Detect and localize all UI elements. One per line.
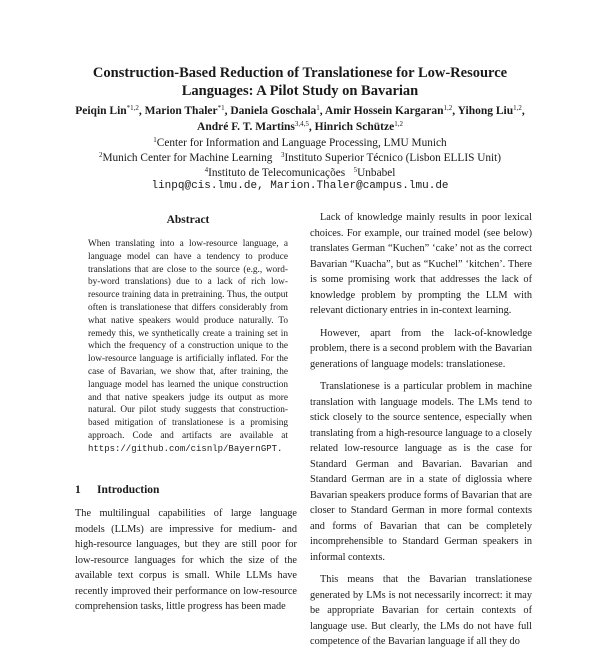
affiliation-mark: 3 bbox=[280, 151, 285, 159]
section-number: 1 bbox=[75, 484, 81, 496]
author-line-2 bbox=[30, 119, 570, 135]
body-paragraph: This means that the Bavarian translationese generated by LMs is not necessarily incorrect: it may be appropriate Bavarian for certain contexts of language use. But clearly, the LMs do not have full competence of the Bavarian language if all they do bbox=[310, 574, 532, 647]
affiliation-4: Instituto de Telecomunicações bbox=[208, 167, 346, 179]
affiliation-2: Munich Center for Machine Learning bbox=[102, 152, 273, 164]
author-name: Daniela Goschala bbox=[230, 105, 317, 117]
title-line-2: Languages: A Pilot Study on Bavarian bbox=[181, 83, 419, 99]
author-separator: , bbox=[308, 121, 315, 133]
affiliation-mark: 2 bbox=[98, 151, 103, 159]
author-affiliation-mark: 1,2 bbox=[443, 104, 453, 112]
abstract-text: When translating into a low-resource language, a language model can have a tendency to produce translations that are close to the source (e.g., word-by-word translations) due to a lack of rich low-resource training data in pretraining. Thus, the output often is translationese that differs considerably from what native speakers would produce naturally. To remedy this, we synthetically create a training set in which the frequency of a construction unique to the low-resource language is artificially inflated. For the case of Bavarian, we show that, after training, the language model has learned the unique construction and that native speakers judge its output as more natural. Our pilot study suggests that construction-based mitigation of translationese is a promising approach. Code and artifacts are available at bbox=[88, 239, 288, 441]
author-name: Marion Thaler bbox=[144, 105, 218, 117]
author-separator: , bbox=[452, 105, 458, 117]
author-name: Amir Hossein Kargaran bbox=[324, 105, 444, 117]
affiliation-mark: 4 bbox=[204, 166, 209, 174]
abstract bbox=[88, 238, 288, 456]
affiliation-3: Instituto Superior Técnico (Lisbon ELLIS Unit) bbox=[284, 152, 502, 164]
author-affiliation-mark: 1 bbox=[316, 104, 320, 112]
body-paragraph: Lack of knowledge mainly results in poor lexical choices. For example, our trained model (see below) translates German “Kuchen” ‘cake’ not as the correct Bavarian “Kuacha”, but as “Kuchel” ‘kitchen’. There is some promising work that addresses the lack of knowledge problem by prompting the LLM with relevant dictionary entries in in-context learning. bbox=[310, 212, 532, 316]
author-separator: , bbox=[521, 105, 525, 117]
affiliation-1: Center for Information and Language Processing, LMU Munich bbox=[156, 137, 447, 149]
author-affiliation-mark: *1 bbox=[217, 104, 225, 112]
code-link[interactable]: https://github.com/cisnlp/BayernGPT. bbox=[88, 443, 283, 454]
intro-paragraph: The multilingual capabilities of large language models (LLMs) are impressive for medium- and high-resource languages, but they are still poor for low-resource languages for which the size of the available text corpus is small. While LLMs have recently improved their performance on low-resource comprehension tasks, little progress has been made bbox=[75, 508, 297, 612]
author-separator: , bbox=[224, 105, 231, 117]
author-name: Hinrich Schütze bbox=[314, 121, 395, 133]
author-affiliation-mark: 1,2 bbox=[513, 104, 522, 112]
author-affiliation-mark: 3,4,5 bbox=[294, 120, 309, 128]
affiliation-mark: 1 bbox=[153, 136, 157, 144]
section-heading-introduction bbox=[75, 483, 305, 497]
author-name: André F. T. Martins bbox=[197, 121, 295, 133]
affiliations bbox=[30, 136, 570, 181]
author-affiliation-mark: 1,2 bbox=[394, 120, 403, 128]
affiliation-row bbox=[30, 136, 570, 151]
author-emails: linpq@cis.lmu.de, Marion.Thaler@campus.lmu.de bbox=[151, 180, 449, 192]
body-paragraph: Translationese is a particular problem in machine translation with language models. The LMs tend to stick closely to the source sentence, especially when translating from a high-resource language to a closely related low-resource language as is the case for Standard German and Bavarian. Bavarian and Standard German are in a state of diglossia where Bavarian speakers produce forms of Bavarian that are closer to Standard German in more formal contexts and forms of Bavarian that can be completely incomprehensible to Standard German speakers in informal contexts. bbox=[310, 381, 532, 563]
right-column bbox=[310, 210, 532, 657]
abstract-heading: Abstract bbox=[166, 214, 210, 226]
author-separator: , bbox=[319, 105, 325, 117]
section-title: Introduction bbox=[97, 484, 160, 496]
author-affiliation-mark: *1,2 bbox=[126, 104, 139, 112]
author-separator: , bbox=[138, 105, 145, 117]
author-list bbox=[30, 103, 570, 135]
author-name: Yihong Liu bbox=[457, 105, 514, 117]
paper-title bbox=[40, 64, 560, 100]
body-paragraph: However, apart from the lack-of-knowledge problem, there is a second problem with the Bavarian generations of language models: translationese. bbox=[310, 327, 532, 370]
author-name: Peiqin Lin bbox=[75, 105, 127, 117]
affiliation-5: Unbabel bbox=[357, 167, 396, 179]
author-line-1 bbox=[30, 103, 570, 119]
title-line-1: Construction-Based Reduction of Translationese for Low-Resource bbox=[92, 65, 508, 81]
affiliation-mark: 5 bbox=[353, 166, 358, 174]
affiliation-row bbox=[30, 151, 570, 166]
